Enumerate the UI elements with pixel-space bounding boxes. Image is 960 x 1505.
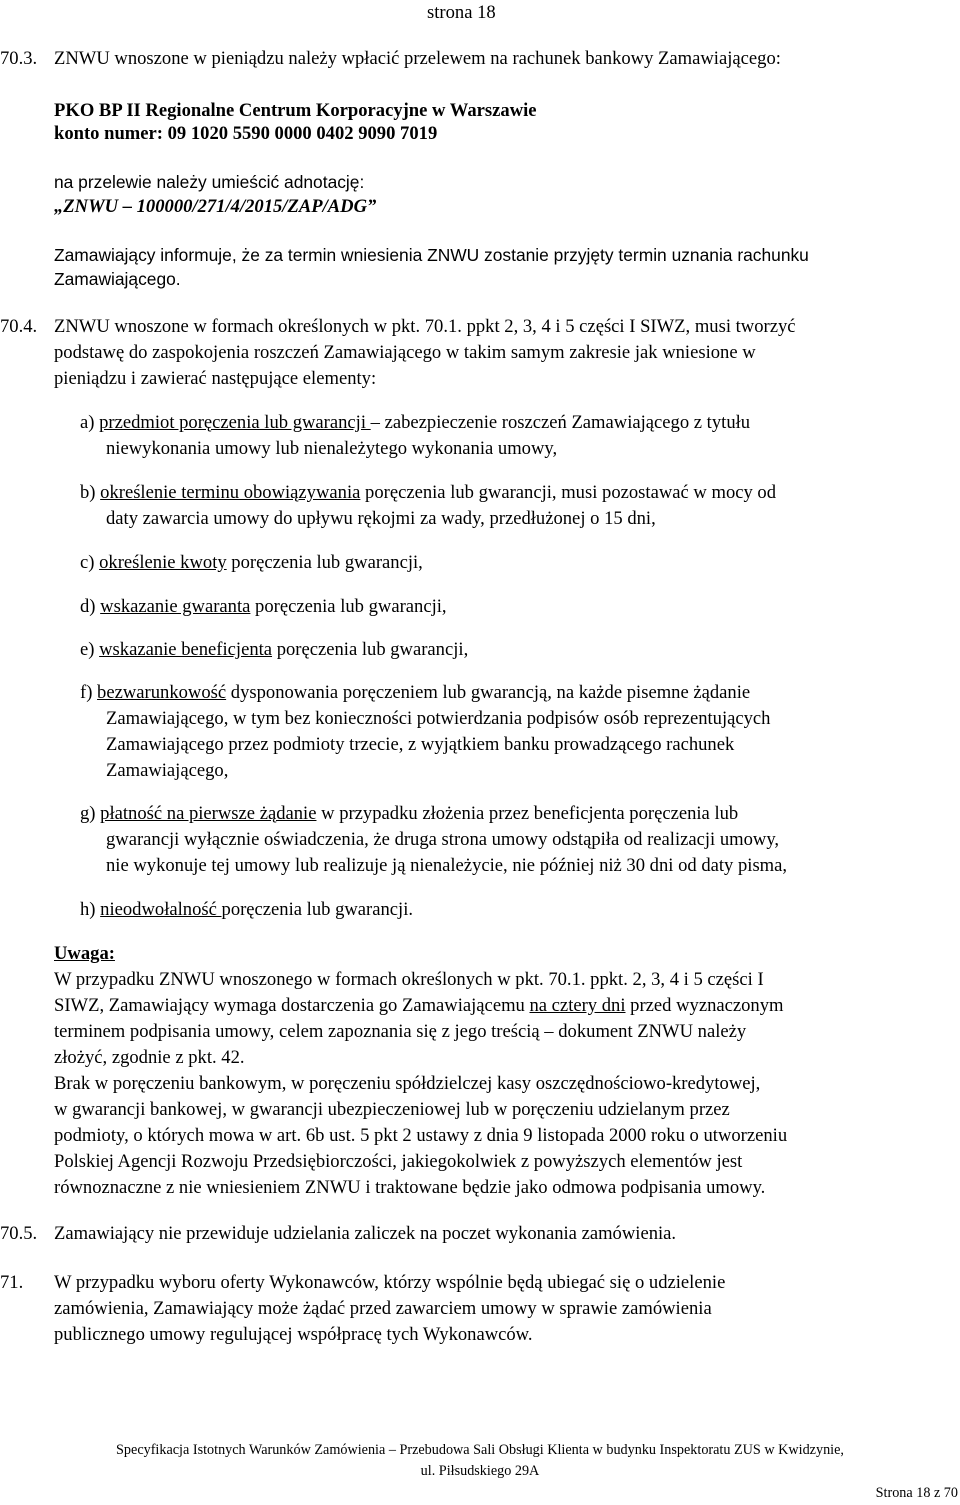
annotation-label: na przelewie należy umieścić adnotację:	[54, 172, 365, 192]
item-text: w przypadku złożenia przez beneficjenta poręczenia lub	[316, 803, 739, 824]
section-line-1: ZNWU wnoszone w formach określonych w pkt. 70.1. ppkt 2, 3, 4 i 5 części I SIWZ, musi tworzyć	[54, 316, 796, 337]
note-line: równoznaczne z nie wniesieniem ZNWU i traktowane będzie jako odmowa podpisania umowy.	[54, 1177, 766, 1198]
section-number: 71.	[0, 1272, 24, 1293]
item-text: poręczenia lub gwarancji,	[250, 596, 447, 617]
note-line: terminem podpisania umowy, celem zapoznania się z jego treścią – dokument ZNWU należy	[54, 1021, 747, 1042]
item-letter: c)	[80, 552, 95, 573]
list-item	[80, 897, 413, 923]
item-text: poręczenia lub gwarancji, musi pozostawać w mocy od	[360, 482, 777, 503]
section-lead: ZNWU wnoszone w pieniądzu należy wpłacić przelewem na rachunek bankowy Zamawiającego:	[54, 48, 781, 69]
item-term: określenie terminu obowiązywania	[100, 482, 361, 503]
item-term: wskazanie beneficjenta	[99, 639, 273, 660]
section-number: 70.5.	[0, 1223, 38, 1244]
section-number: 70.3.	[0, 48, 38, 69]
item-text: poręczenia lub gwarancji,	[226, 552, 423, 573]
item-text: dysponowania poręczeniem lub gwarancją, na każde pisemne żądanie	[226, 682, 751, 703]
item-continuation: gwarancji wyłącznie oświadczenia, że druga strona umowy odstąpiła od realizacji umowy,	[106, 829, 780, 850]
note-deadline: na cztery dni	[529, 995, 626, 1016]
note-line: W przypadku ZNWU wnoszonego w formach określonych w pkt. 70.1. ppkt. 2, 3, 4 i 5 części I	[54, 969, 764, 990]
section-line: W przypadku wyboru oferty Wykonawców, którzy wspólnie będą ubiegać się o udzielenie	[54, 1272, 726, 1293]
item-continuation: nie wykonuje tej umowy lub realizuje ją nienależycie, nie później niż 30 dni od daty pisma,	[106, 855, 788, 876]
note-line	[54, 993, 784, 1019]
note-line: w gwarancji bankowej, w gwarancji ubezpieczeniowej lub w poręczeniu udzielanym przez	[54, 1099, 730, 1120]
list-item	[80, 550, 423, 576]
item-letter: a)	[80, 412, 95, 433]
item-term: nieodwołalność	[100, 899, 222, 920]
item-letter: f)	[80, 682, 93, 703]
note-text: SIWZ, Zamawiający wymaga dostarczenia go Zamawiającemu	[54, 995, 530, 1016]
section-number: 70.4.	[0, 316, 38, 337]
item-letter: b)	[80, 482, 96, 503]
info-line-2: Zamawiającego.	[54, 269, 181, 289]
item-continuation: Zamawiającego,	[106, 760, 229, 781]
bank-name: PKO BP II Regionalne Centrum Korporacyjne w Warszawie	[54, 100, 537, 121]
item-letter: d)	[80, 596, 96, 617]
note-line: podmioty, o których mowa w art. 6b ust. 5 pkt 2 ustawy z dnia 9 listopada 2000 roku o utworzeniu	[54, 1125, 788, 1146]
note-text: przed wyznaczonym	[625, 995, 784, 1016]
list-item	[80, 594, 447, 620]
item-term: przedmiot poręczenia lub gwarancji	[99, 412, 371, 433]
item-term: bezwarunkowość	[97, 682, 227, 703]
footer-title: Specyfikacja Istotnych Warunków Zamówienia – Przebudowa Sali Obsługi Klienta w budynku Inspektoratu ZUS w Kwidzynie,	[116, 1442, 844, 1458]
item-letter: h)	[80, 899, 96, 920]
section-line-2: podstawę do zaspokojenia roszczeń Zamawiającego w takim samym zakresie jak wniesione w	[54, 342, 756, 363]
item-text: – zabezpieczenie roszczeń Zamawiającego z tytułu	[370, 412, 751, 433]
list-item	[80, 637, 468, 663]
item-text: poręczenia lub gwarancji,	[272, 639, 469, 660]
item-letter: e)	[80, 639, 95, 660]
bank-account: konto numer: 09 1020 5590 0000 0402 9090 7019	[54, 123, 438, 144]
info-line-1: Zamawiający informuje, że za termin wniesienia ZNWU zostanie przyjęty termin uznania rachunku	[54, 245, 809, 265]
note-line: złożyć, zgodnie z pkt. 42.	[54, 1047, 245, 1068]
section-line: publicznego umowy regulującej współpracę tych Wykonawców.	[54, 1324, 533, 1345]
section-line-3: pieniądzu i zawierać następujące elementy:	[54, 368, 377, 389]
list-item	[80, 480, 776, 506]
item-continuation: niewykonania umowy lub nienależytego wykonania umowy,	[106, 438, 558, 459]
list-item	[80, 410, 750, 436]
item-continuation: Zamawiającego, w tym bez konieczności potwierdzania podpisów osób reprezentujących	[106, 708, 771, 729]
section-line: zamówienia, Zamawiający może żądać przed zawarciem umowy w sprawie zamówienia	[54, 1298, 712, 1319]
list-item	[80, 801, 738, 827]
note-line: Brak w poręczeniu bankowym, w poręczeniu spółdzielczej kasy oszczędnościowo-kredytowej,	[54, 1073, 761, 1094]
list-item	[80, 680, 750, 706]
item-text: poręczenia lub gwarancji.	[221, 899, 414, 920]
item-term: określenie kwoty	[99, 552, 227, 573]
page-header-label: strona 18	[427, 2, 496, 23]
section-text: Zamawiający nie przewiduje udzielania zaliczek na poczet wykonania zamówienia.	[54, 1223, 677, 1244]
item-continuation: Zamawiającego przez podmioty trzecie, z wyjątkiem banku prowadzącego rachunek	[106, 734, 735, 755]
item-letter: g)	[80, 803, 96, 824]
item-term: wskazanie gwaranta	[100, 596, 251, 617]
transfer-annotation: „ZNWU – 100000/271/4/2015/ZAP/ADG”	[54, 196, 377, 217]
item-continuation: daty zawarcia umowy do upływu rękojmi za wady, przedłużonej o 15 dni,	[106, 508, 656, 529]
footer-page-number: Strona 18 z 70	[875, 1485, 958, 1501]
note-line: Polskiej Agencji Rozwoju Przedsiębiorczości, jakiegokolwiek z powyższych elementów jest	[54, 1151, 743, 1172]
item-term: płatność na pierwsze żądanie	[100, 803, 317, 824]
note-label: Uwaga:	[54, 943, 115, 964]
footer-address: ul. Piłsudskiego 29A	[420, 1463, 540, 1479]
